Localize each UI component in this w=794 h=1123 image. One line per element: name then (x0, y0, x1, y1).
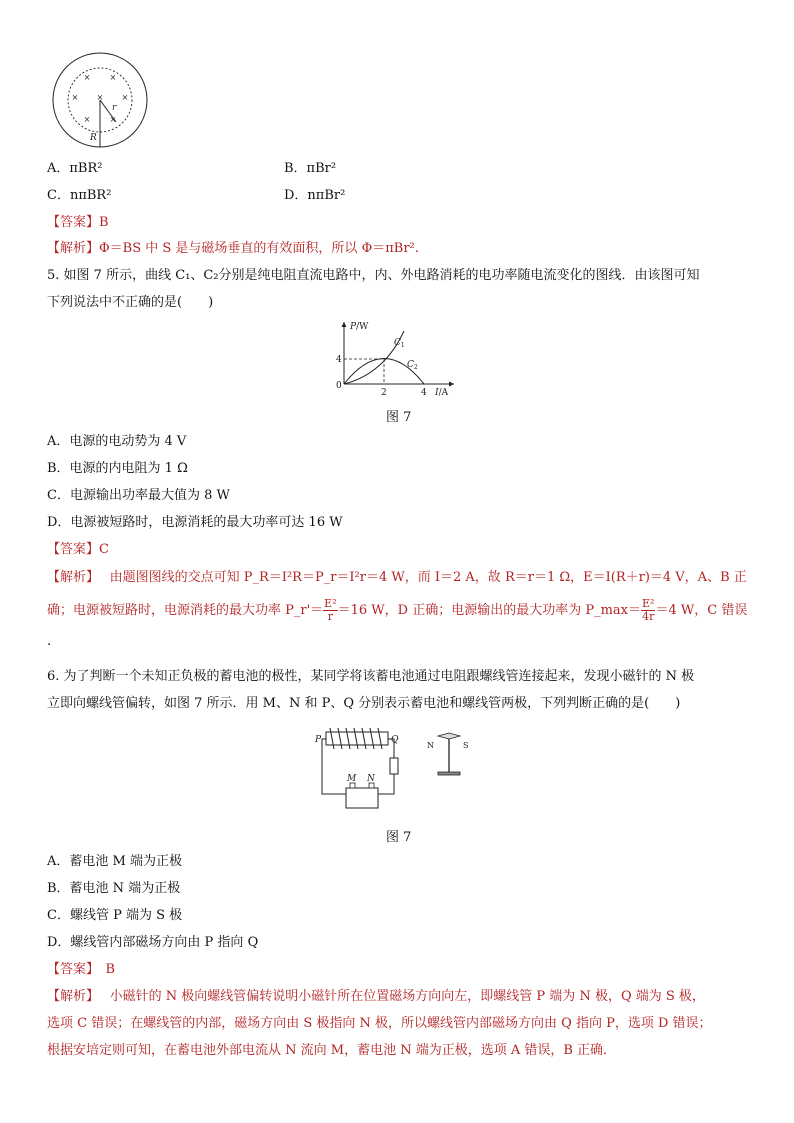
q5-fraction-e2-over-r: $\frac{\text{E²}}{r}$ (324, 597, 337, 623)
svg-text:×: × (71, 93, 79, 102)
q6-analysis-tag: 【解析】 (47, 989, 93, 1004)
curve2-label: C (407, 360, 414, 370)
curve1-label: C (394, 338, 401, 348)
q6-option-a: A．蓄电池 M 端为正极 (47, 854, 182, 869)
power-current-graph (332, 318, 462, 400)
q6-analysis-line2: 选项 C 错误；在螺线管的内部，磁场方向由 S 极指向 N 极，所以螺线管内部磁场方向由 Q 指向 P，选项 D 错误； (47, 1016, 712, 1031)
curve2-sub: 2 (413, 364, 418, 371)
radius-R-label: R (90, 133, 97, 143)
q5-option-d: D．电源被短路时，电源消耗的最大功率可达 16 W (47, 515, 343, 530)
q5-stem-line2: 下列说法中不正确的是( ) (47, 295, 214, 310)
q5-analysis-text1: 由题图图线的交点可知 P_R＝I²R＝P_r＝I²r＝4 W，而 I＝2 A，故 R＝r＝1 Ω，E＝I(R＋r)＝4 V，A、B 正 (109, 570, 747, 585)
resistor (390, 758, 398, 774)
needle-n-label: N (427, 741, 434, 750)
q5-option-a: A．电源的电动势为 4 V (47, 434, 187, 449)
svg-text:I/A: I/A (435, 388, 449, 398)
solenoid-circuit-figure (312, 724, 482, 824)
q6-option-c: C．螺线管 P 端为 S 极 (47, 908, 183, 923)
y-axis-unit: /W (356, 322, 369, 332)
q4-option-c: C．nπBR² (47, 188, 112, 203)
magnetic-field-circle-figure (50, 50, 155, 160)
q6-figure-caption: 图 7 (386, 830, 412, 845)
svg-text:P/W: P/W (350, 322, 369, 332)
q6-stem-line2: 立即向螺线管偏转，如图 7 所示．用 M、N 和 P、Q 分别表示蓄电池和螺线管两极，下列判断正确的是( ) (47, 696, 681, 711)
q5-option-b: B．电源的内电阻为 1 Ω (47, 461, 188, 476)
svg-text:C2 (407, 360, 418, 371)
q6-analysis-line3: 根据安培定则可知，在蓄电池外部电流从 N 流向 M，蓄电池 N 端为正极，选项 A 错误，B 正确． (47, 1043, 617, 1058)
q5-analysis-text2b: ＝16 W，D 正确；电源输出的最大功率为 P_max＝ (337, 603, 642, 618)
radius-r-label: r (112, 103, 117, 113)
origin-label: 0 (336, 381, 342, 391)
svg-text:×: × (83, 73, 91, 82)
svg-text:×: × (109, 115, 117, 124)
q6-answer: 【答案】 B (47, 962, 116, 977)
battery-m-label: M (347, 774, 357, 784)
q5-option-c: C．电源输出功率最大值为 8 W (47, 488, 230, 503)
compass-needle (438, 733, 460, 739)
curve1-sub: 1 (400, 342, 405, 349)
battery (346, 788, 378, 808)
q5-analysis-text2c: ＝4 W，C 错误 (655, 603, 748, 618)
q4-answer: 【答案】B (47, 215, 109, 230)
q4-option-b: B．πBr² (284, 161, 337, 176)
battery-n-label: N (367, 774, 375, 784)
q6-option-b: B．蓄电池 N 端为正极 (47, 881, 181, 896)
q4-option-a: A．πBR² (47, 161, 103, 176)
q6-stem-line1: 6. 为了判断一个未知正负极的蓄电池的极性，某同学将该蓄电池通过电阻跟螺线管连接起来，发现小磁针的 N 极 (47, 669, 695, 684)
q5-analysis-tag: 【解析】 (47, 570, 93, 585)
q5-figure-caption: 图 7 (386, 410, 412, 425)
q4-analysis-text: Φ＝BS 中 S 是与磁场垂直的有效面积，所以 Φ＝πBr². (99, 241, 419, 256)
svg-text:×: × (83, 115, 91, 124)
q4-option-d: D．nπBr² (284, 188, 346, 203)
q5-fraction-e2-over-4r: $\frac{\text{E²}}{4r}$ (642, 597, 655, 623)
q6-analysis-text1: 小磁针的 N 极向螺线管偏转说明小磁针所在位置磁场方向向左，即螺线管 P 端为 N 极，Q 端为 S 极， (109, 989, 705, 1004)
svg-text:×: × (96, 93, 104, 102)
q5-analysis-line1 (47, 569, 747, 587)
q4-analysis-tag: 【解析】 (47, 241, 100, 256)
q6-option-d: D．螺线管内部磁场方向由 P 指向 Q (47, 935, 259, 950)
svg-text:×: × (121, 93, 129, 102)
q5-analysis-line3: . (47, 634, 52, 649)
q5-stem-line1: 5. 如图 7 所示，曲线 C₁、C₂分别是纯电阻直流电路中，内、外电路消耗的电功率随电流变化的图线．由该图可知 (47, 268, 700, 283)
needle-s-label: S (463, 741, 469, 750)
q5-analysis-line2 (47, 598, 747, 624)
x-tick-2: 2 (381, 388, 387, 398)
solenoid-q-label: Q (391, 735, 399, 745)
solenoid-p-label: P (315, 735, 322, 745)
svg-text:C1 (394, 338, 405, 349)
svg-text:×: × (109, 73, 117, 82)
q4-analysis (47, 240, 419, 258)
q5-analysis-text2a: 确；电源被短路时，电源消耗的最大功率 P_r'＝ (47, 603, 324, 618)
q6-analysis-line1 (47, 988, 705, 1006)
y-tick-4: 4 (336, 355, 342, 365)
q5-answer: 【答案】C (47, 542, 109, 557)
x-tick-4: 4 (421, 388, 427, 398)
